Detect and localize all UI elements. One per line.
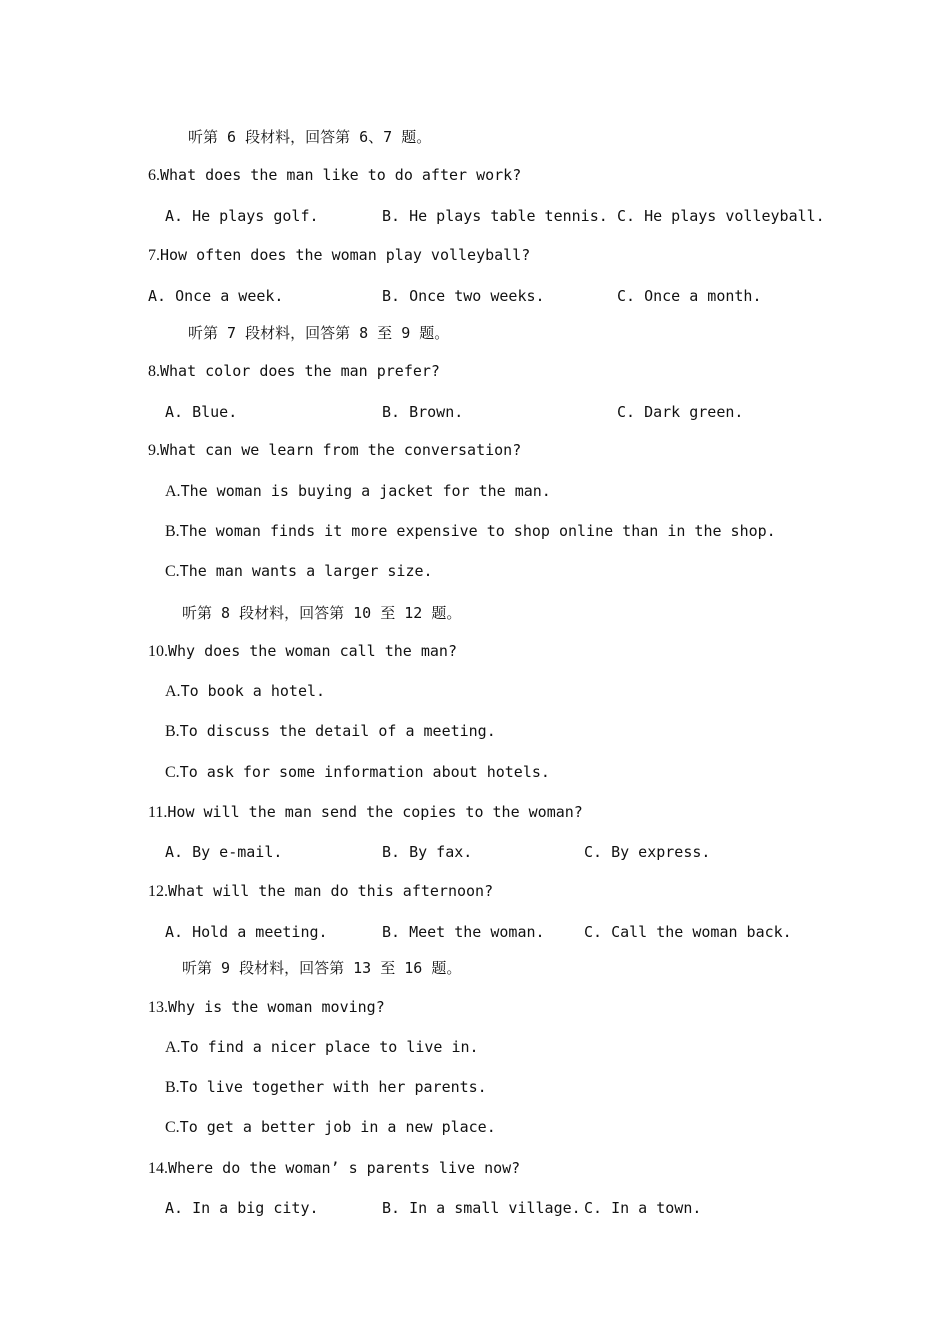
- q12-option-a: A. Hold a meeting.: [165, 923, 328, 941]
- question-12: [148, 881, 493, 902]
- q8-option-a: A. Blue.: [165, 403, 238, 421]
- question-number: 7.: [148, 247, 160, 264]
- option-label: C.: [165, 1119, 180, 1136]
- q14-option-b: B. In a small village.: [382, 1199, 581, 1217]
- option-label: C.: [165, 563, 180, 580]
- question-7: [148, 245, 530, 266]
- question-number: 6.: [148, 167, 160, 184]
- q8-option-b: B. Brown.: [382, 403, 464, 421]
- question-number: 10.: [148, 643, 168, 660]
- q6-option-a: A. He plays golf.: [165, 207, 319, 225]
- question-text: What does the man like to do after work?: [160, 166, 522, 184]
- q14-option-c: C. In a town.: [584, 1199, 702, 1217]
- q10-option-a: [165, 681, 325, 702]
- q9-option-c: [165, 561, 433, 582]
- option-text: The woman is buying a jacket for the man.: [180, 482, 551, 500]
- q13-option-c: [165, 1117, 496, 1138]
- option-label: B.: [165, 523, 180, 540]
- question-number: 8.: [148, 363, 160, 380]
- q9-option-b: [165, 521, 776, 542]
- option-label: A.: [165, 483, 181, 500]
- option-text: The woman finds it more expensive to shop online than in the shop.: [179, 522, 776, 540]
- q14-option-a: A. In a big city.: [165, 1199, 319, 1217]
- question-text: What will the man do this afternoon?: [168, 882, 494, 900]
- question-11: [148, 802, 583, 823]
- q12-option-b: B. Meet the woman.: [382, 923, 545, 941]
- q13-option-a: [165, 1037, 479, 1058]
- q12-option-c: C. Call the woman back.: [584, 923, 792, 941]
- question-number: 14.: [148, 1160, 168, 1177]
- question-9: [148, 440, 521, 461]
- q7-option-c: C. Once a month.: [617, 287, 762, 305]
- q11-option-b: B. By fax.: [382, 843, 473, 861]
- option-text: To ask for some information about hotels.: [179, 763, 550, 781]
- question-6: [148, 165, 521, 186]
- option-label: B.: [165, 1079, 180, 1096]
- q6-option-c: C. He plays volleyball.: [617, 207, 825, 225]
- question-8: [148, 361, 440, 382]
- question-number: 11.: [148, 804, 168, 821]
- option-text: To book a hotel.: [180, 682, 326, 700]
- question-text: What color does the man prefer?: [160, 362, 440, 380]
- q10-option-b: [165, 721, 496, 742]
- q9-option-a: [165, 481, 551, 502]
- option-label: A.: [165, 683, 181, 700]
- option-text: To find a nicer place to live in.: [180, 1038, 479, 1056]
- option-text: To discuss the detail of a meeting.: [179, 722, 496, 740]
- section-header-6: 听第 6 段材料，回答第 6、7 题。: [188, 128, 432, 146]
- option-label: A.: [165, 1039, 181, 1056]
- q10-option-c: [165, 762, 550, 783]
- question-13: [148, 997, 385, 1018]
- question-14: [148, 1158, 520, 1179]
- option-text: To live together with her parents.: [179, 1078, 487, 1096]
- q11-option-a: A. By e-mail.: [165, 843, 283, 861]
- question-number: 9.: [148, 442, 160, 459]
- option-label: B.: [165, 723, 180, 740]
- question-text: How will the man send the copies to the woman?: [167, 803, 583, 821]
- question-number: 13.: [148, 999, 168, 1016]
- q7-option-b: B. Once two weeks.: [382, 287, 545, 305]
- q6-option-b: B. He plays table tennis.: [382, 207, 608, 225]
- section-header-7: 听第 7 段材料，回答第 8 至 9 题。: [188, 324, 450, 342]
- q8-option-c: C. Dark green.: [617, 403, 744, 421]
- question-text: Where do the woman’ s parents live now?: [168, 1159, 521, 1177]
- question-text: Why does the woman call the man?: [168, 642, 457, 660]
- question-10: [148, 641, 457, 662]
- section-header-9: 听第 9 段材料，回答第 13 至 16 题。: [182, 959, 462, 977]
- section-header-8: 听第 8 段材料，回答第 10 至 12 题。: [182, 604, 462, 622]
- q11-option-c: C. By express.: [584, 843, 711, 861]
- option-text: To get a better job in a new place.: [179, 1118, 496, 1136]
- question-text: How often does the woman play volleyball?: [160, 246, 531, 264]
- question-text: What can we learn from the conversation?: [160, 441, 522, 459]
- q13-option-b: [165, 1077, 487, 1098]
- question-text: Why is the woman moving?: [168, 998, 385, 1016]
- option-label: C.: [165, 764, 180, 781]
- question-number: 12.: [148, 883, 168, 900]
- option-text: The man wants a larger size.: [179, 562, 433, 580]
- q7-option-a: A. Once a week.: [148, 287, 284, 305]
